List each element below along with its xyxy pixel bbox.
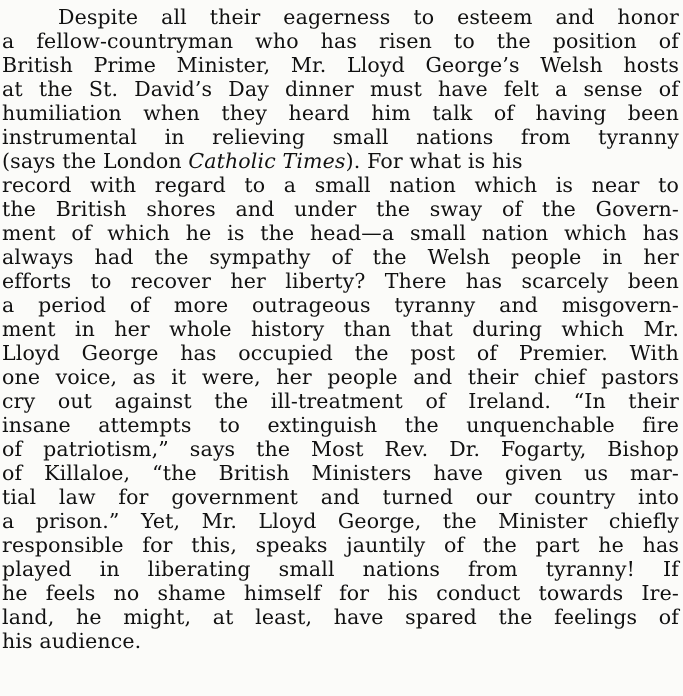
article-line: Lloyd George has occupied the post of Premier. With [2,341,679,365]
article-text: (says the London [2,149,182,173]
article-line: of Killaloe, “the British Ministers have given us mar- [2,461,679,485]
article-line: a fellow-countryman who has risen to the position of [2,29,679,53]
article-line: he feels no shame himself for his conduct towards Ire- [2,581,679,605]
article-line: the British shores and under the sway of the Govern- [2,197,679,221]
article-line: record with regard to a small nation which is near to [2,173,679,197]
article-line: insane attempts to extinguish the unquenchable fire [2,413,679,437]
article-text: ). For what is his [345,149,523,173]
article-line: Despite all their eagerness to esteem and honor [58,5,679,29]
article-line: cry out against the ill-treatment of Ireland. “In their [2,389,679,413]
article-line: instrumental in relieving small nations from tyranny [2,125,679,149]
article-line: his audience. [2,629,142,653]
article-line: responsible for this, speaks jauntily of the part he has [2,533,679,557]
article-line: at the St. David’s Day dinner must have felt a sense of [2,77,679,101]
article-line: of patriotism,” says the Most Rev. Dr. Fogarty, Bishop [2,437,679,461]
article-line: British Prime Minister, Mr. Lloyd George’s Welsh hosts [2,53,679,77]
article-line: land, he might, at least, have spared the feelings of [2,605,679,629]
article-line: tial law for government and turned our country into [2,485,679,509]
article-line: ment in her whole history than that during which Mr. [2,317,679,341]
article-line [2,148,679,174]
article-line: a prison.” Yet, Mr. Lloyd George, the Minister chiefly [2,509,679,533]
article-line: always had the sympathy of the Welsh people in her [2,245,679,269]
publication-name: Catholic Times [188,149,346,173]
article-line: a period of more outrageous tyranny and misgovern- [2,293,679,317]
article-line: efforts to recover her liberty? There has scarcely been [2,269,679,293]
article-line: one voice, as it were, her people and their chief pastors [2,365,679,389]
article-line: played in liberating small nations from tyranny! If [2,557,679,581]
article-line: ment of which he is the head—a small nation which has [2,221,679,245]
article-line: humiliation when they heard him talk of having been [2,101,679,125]
